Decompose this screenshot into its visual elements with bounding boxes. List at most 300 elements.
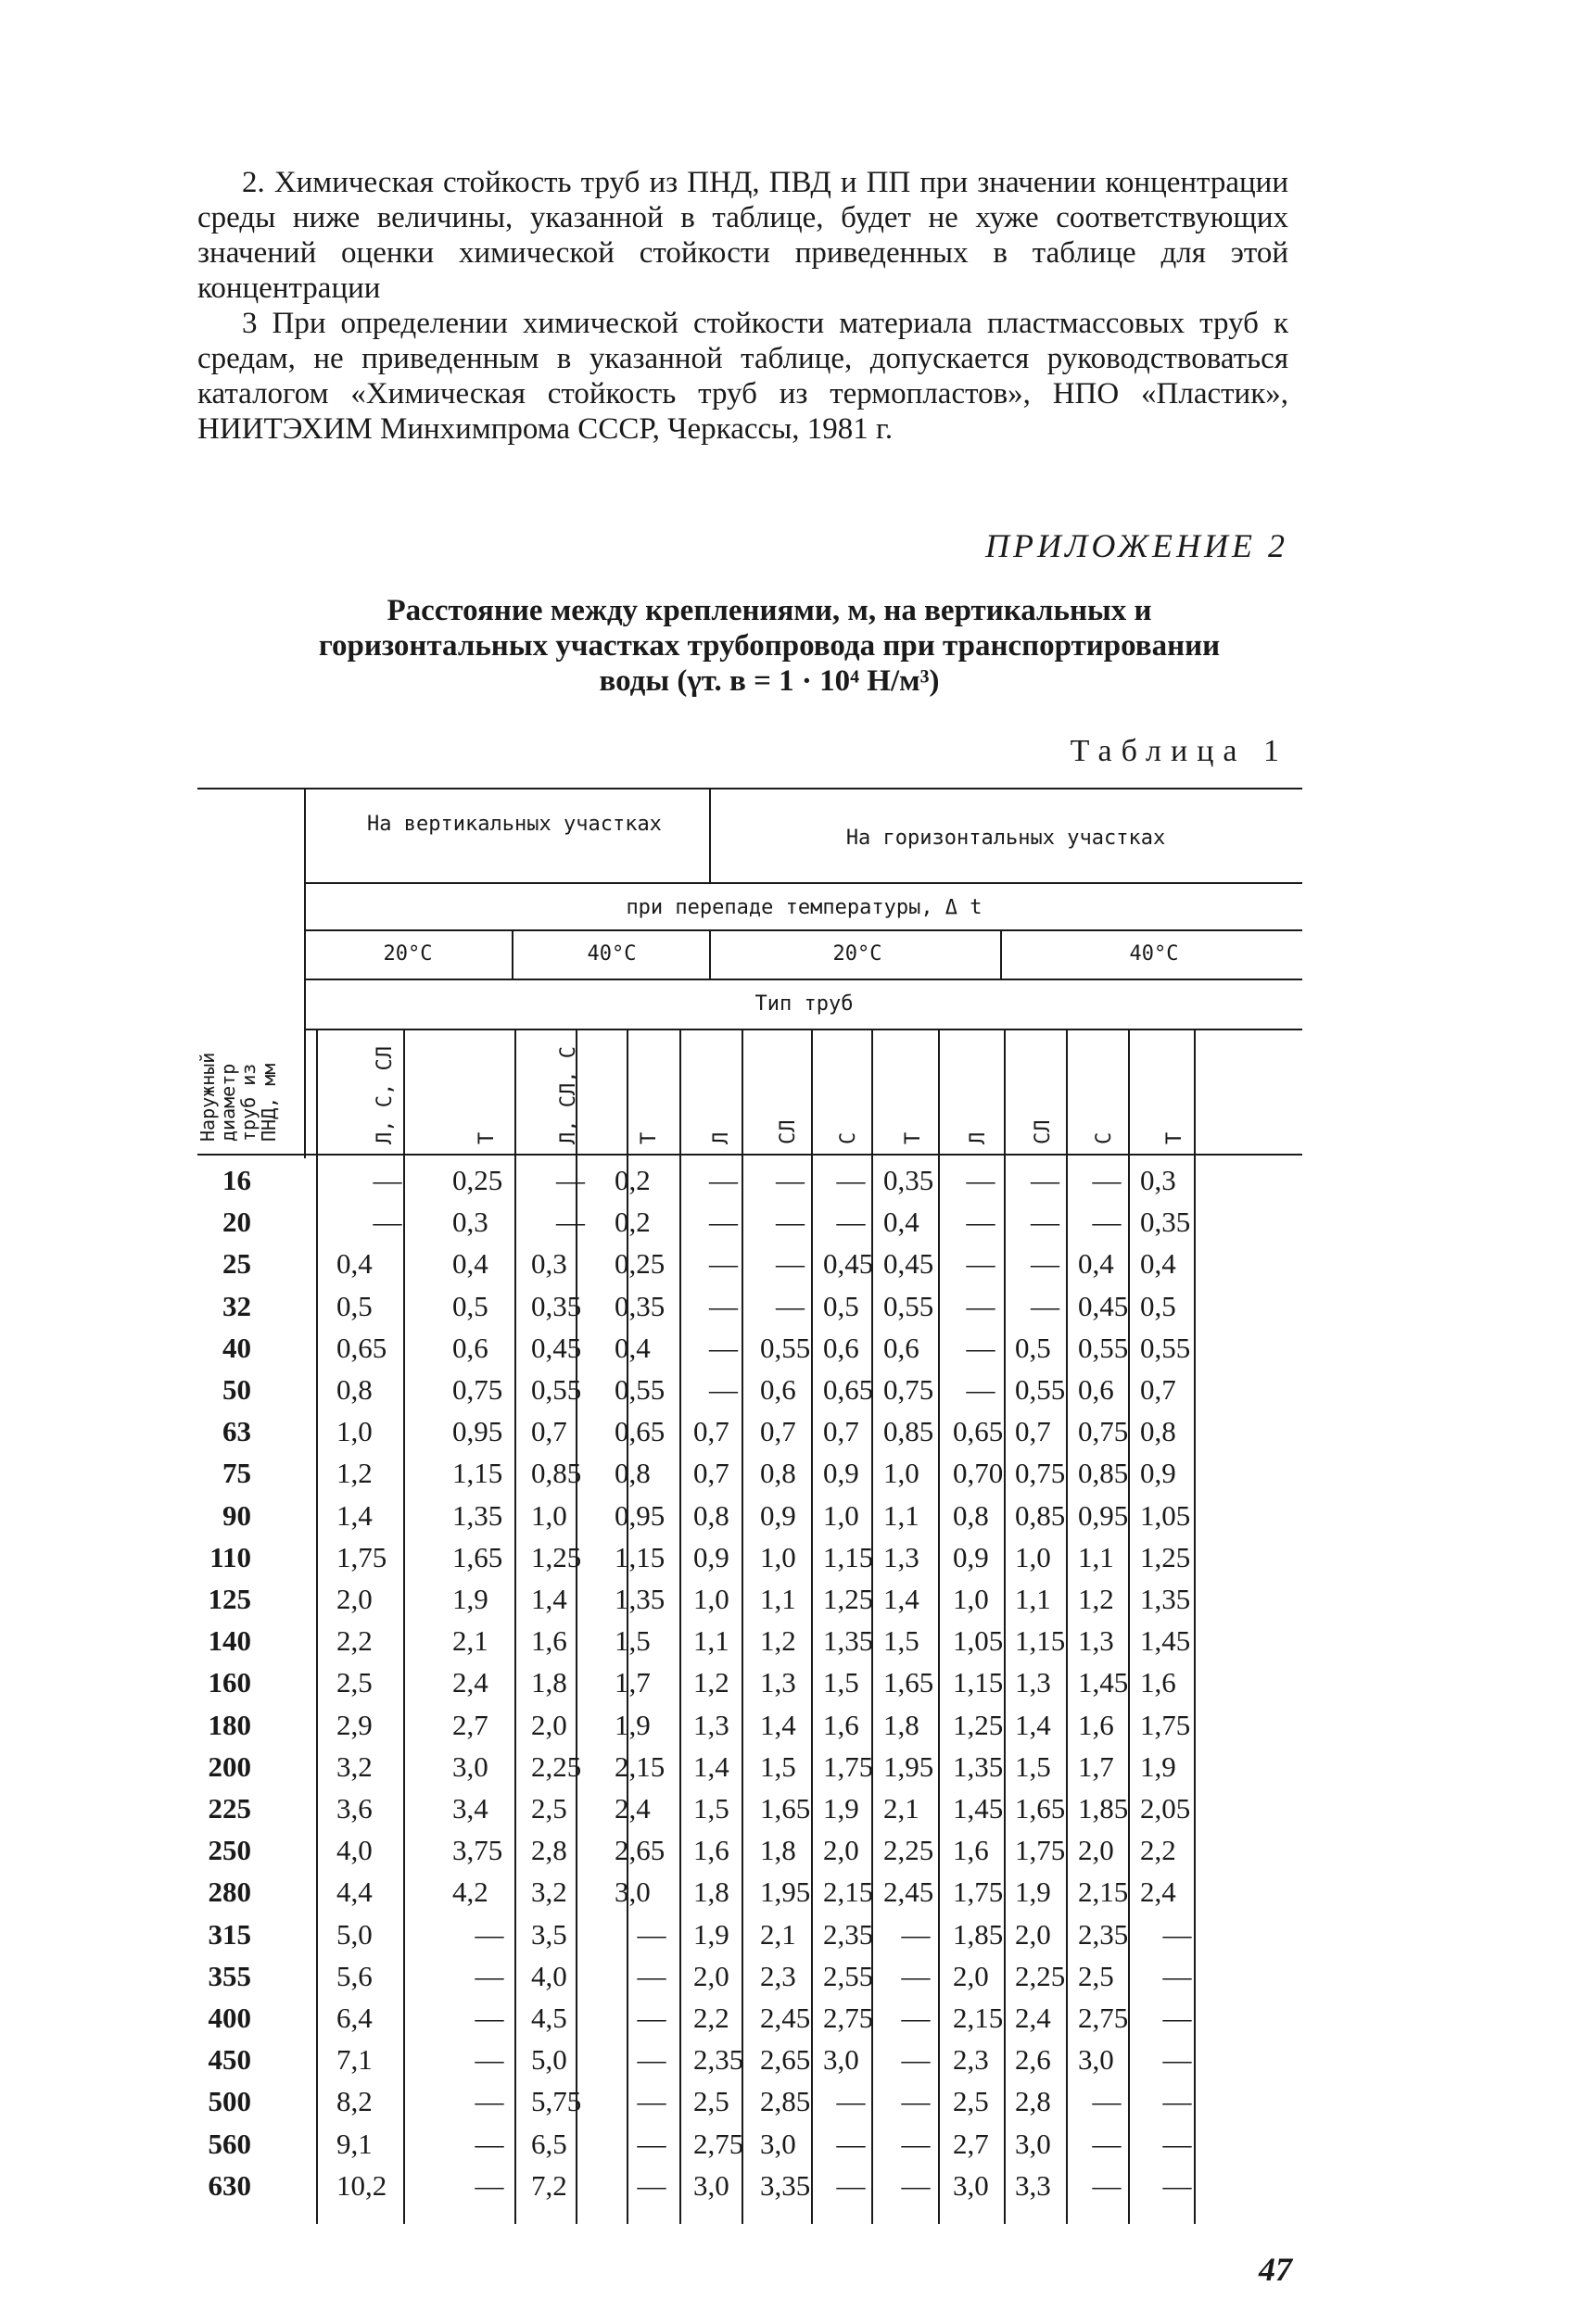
spacing-cell: 0,4 bbox=[1078, 1247, 1114, 1281]
spacing-cell: 3,0 bbox=[953, 2168, 989, 2202]
outer-diameter-cell: 25 bbox=[222, 1247, 251, 1281]
spacing-cell: 0,3 bbox=[531, 1247, 567, 1281]
table-row bbox=[197, 1414, 1310, 1448]
spacing-cell: 1,0 bbox=[531, 1498, 567, 1532]
spacing-cell: 1,0 bbox=[883, 1457, 919, 1490]
spacing-cell: 0,7 bbox=[693, 1457, 729, 1490]
spacing-cell: — bbox=[637, 2085, 666, 2118]
pipe-type-header: Л, СЛ, С bbox=[556, 1046, 580, 1144]
pipe-type-header: Т bbox=[902, 1131, 925, 1144]
spacing-cell: — bbox=[901, 2002, 931, 2034]
spacing-cell: 4,2 bbox=[452, 1876, 488, 1909]
table-body bbox=[197, 1163, 1310, 2229]
spacing-cell: 1,25 bbox=[823, 1583, 874, 1615]
header-rule-4 bbox=[306, 1029, 1302, 1030]
table-row bbox=[197, 1959, 1310, 1993]
spacing-cell: 0,6 bbox=[883, 1331, 919, 1364]
outer-diameter-cell: 20 bbox=[222, 1206, 251, 1239]
spacing-cell: 0,45 bbox=[1078, 1289, 1129, 1322]
spacing-cell: 5,6 bbox=[336, 1959, 373, 1992]
table-row bbox=[197, 1498, 1310, 1533]
spacing-cell: 0,25 bbox=[615, 1247, 666, 1281]
note-paragraph-3 bbox=[197, 306, 1288, 447]
spacing-cell: — bbox=[709, 1331, 738, 1364]
spacing-cell: 0,85 bbox=[531, 1457, 582, 1490]
spacing-cell: — bbox=[637, 1959, 666, 1992]
spacing-cell: 3,2 bbox=[336, 1749, 373, 1783]
spacing-cell: 1,0 bbox=[823, 1498, 859, 1532]
spacing-cell: 1,75 bbox=[823, 1749, 874, 1783]
spacing-cell: 0,7 bbox=[531, 1415, 567, 1448]
header-rule-3 bbox=[306, 979, 1302, 980]
vert-horiz-divider bbox=[709, 788, 711, 882]
spacing-cell: — bbox=[709, 1164, 738, 1196]
spacing-cell: 2,75 bbox=[693, 2127, 744, 2160]
spacing-cell: 0,75 bbox=[883, 1373, 934, 1406]
spacing-cell: 2,15 bbox=[1078, 1876, 1129, 1909]
spacing-cell: — bbox=[637, 2127, 666, 2160]
spacing-cell: 1,85 bbox=[953, 1917, 1004, 1951]
header-delta-t: при перепаде температуры, Δ t bbox=[626, 896, 982, 919]
outer-diameter-cell: 400 bbox=[208, 2002, 251, 2034]
table-label: Таблица 1 bbox=[1070, 734, 1288, 768]
spacing-cell: 0,45 bbox=[883, 1247, 934, 1281]
spacing-cell: 1,65 bbox=[452, 1540, 503, 1573]
note-paragraph-2 bbox=[197, 165, 1288, 306]
spacing-cell: 3,4 bbox=[452, 1792, 488, 1825]
spacing-cell: 2,3 bbox=[953, 2043, 989, 2077]
spacing-cell: 3,0 bbox=[615, 1876, 651, 1909]
spacing-cell: 8,2 bbox=[336, 2085, 373, 2118]
spacing-cell: 0,4 bbox=[1140, 1247, 1176, 1281]
spacing-cell: 2,15 bbox=[953, 2002, 1004, 2034]
spacing-cell: 5,75 bbox=[531, 2085, 582, 2118]
spacing-cell: — bbox=[475, 2127, 504, 2160]
spacing-cell: 2,5 bbox=[953, 2085, 989, 2118]
spacing-cell: 2,25 bbox=[1015, 1959, 1066, 1992]
outer-diameter-cell: 40 bbox=[222, 1331, 251, 1364]
header-40c-vertical: 40°C bbox=[587, 942, 637, 966]
spacing-cell: 1,75 bbox=[1140, 1708, 1191, 1741]
spacing-cell: — bbox=[1162, 2043, 1192, 2077]
spacing-cell: 3,0 bbox=[760, 2127, 796, 2160]
spacing-cell: 1,5 bbox=[883, 1624, 919, 1658]
spacing-cell: 0,35 bbox=[615, 1289, 666, 1322]
spacing-cell: — bbox=[475, 2043, 504, 2077]
spacing-cell: 3,2 bbox=[531, 1876, 567, 1909]
header-rule-2 bbox=[306, 929, 1302, 931]
spacing-cell: 1,9 bbox=[823, 1792, 859, 1825]
spacing-cell: 0,95 bbox=[1078, 1498, 1129, 1532]
header-pipe-type: Тип труб bbox=[754, 992, 854, 1016]
table-row bbox=[197, 2042, 1310, 2077]
spacing-cell: — bbox=[836, 2168, 866, 2202]
spacing-cell: 1,6 bbox=[1078, 1708, 1114, 1741]
spacing-cell: — bbox=[1092, 1206, 1122, 1239]
table-top-rule bbox=[197, 788, 1302, 789]
spacing-cell: 1,6 bbox=[531, 1624, 567, 1658]
spacing-cell: — bbox=[475, 2085, 504, 2118]
spacing-cell: — bbox=[1162, 2002, 1192, 2034]
spacing-cell: 0,55 bbox=[531, 1373, 582, 1406]
title-line-3: воды (γт. в = 1 · 10⁴ Н/м³) bbox=[599, 664, 940, 698]
spacing-cell: 0,3 bbox=[452, 1206, 488, 1239]
spacing-cell: 1,45 bbox=[1140, 1624, 1191, 1658]
spacing-cell: 3,0 bbox=[823, 2043, 859, 2077]
spacing-cell: 1,7 bbox=[615, 1666, 651, 1699]
outer-diameter-cell: 355 bbox=[208, 1959, 251, 1992]
spacing-cell: 1,1 bbox=[1078, 1540, 1114, 1573]
spacing-cell: 0,55 bbox=[615, 1373, 666, 1406]
spacing-cell: 2,4 bbox=[615, 1792, 651, 1825]
spacing-cell: — bbox=[373, 1206, 402, 1239]
spacing-cell: 0,35 bbox=[531, 1289, 582, 1322]
pipe-type-header: Л, С, СЛ bbox=[374, 1046, 397, 1144]
spacing-cell: 6,4 bbox=[336, 2002, 373, 2034]
table-row bbox=[197, 1791, 1310, 1825]
spacing-cell: — bbox=[836, 1164, 866, 1196]
spacing-cell: 1,15 bbox=[615, 1540, 666, 1573]
spacing-cell: 4,5 bbox=[531, 2002, 567, 2034]
table-row bbox=[197, 1623, 1310, 1658]
spacing-cell: — bbox=[475, 1917, 504, 1951]
spacing-cell: 1,65 bbox=[883, 1666, 934, 1699]
spacing-cell: 1,4 bbox=[693, 1749, 729, 1783]
table-row bbox=[197, 2084, 1310, 2118]
spacing-cell: 10,2 bbox=[336, 2168, 387, 2202]
spacing-cell: 2,1 bbox=[883, 1792, 919, 1825]
spacing-cell: 0,4 bbox=[336, 1247, 373, 1281]
spacing-cell: 2,5 bbox=[1078, 1959, 1114, 1992]
spacing-cell: 1,4 bbox=[883, 1583, 919, 1615]
spacing-cell: 1,5 bbox=[823, 1666, 859, 1699]
spacing-cell: 0,5 bbox=[452, 1289, 488, 1322]
table-row bbox=[197, 1708, 1310, 1742]
spacing-cell: 1,05 bbox=[953, 1624, 1004, 1658]
spacing-cell: 1,15 bbox=[823, 1540, 874, 1573]
spacing-cell: 1,5 bbox=[615, 1624, 651, 1658]
spacing-cell: 2,35 bbox=[693, 2043, 744, 2077]
spacing-cell: 0,7 bbox=[1140, 1373, 1176, 1406]
spacing-cell: 0,7 bbox=[693, 1415, 729, 1448]
spacing-cell: 0,5 bbox=[336, 1289, 373, 1322]
spacing-cell: 0,70 bbox=[953, 1457, 1004, 1490]
outer-diameter-cell: 160 bbox=[208, 1666, 251, 1699]
spacing-cell: 1,1 bbox=[883, 1498, 919, 1532]
note-2-text: 2. Химическая стойкость труб из ПНД, ПВД и ПП при значении концентрации среды ниже величины, указанной в таблице, будет не хуже соответствующих значений оценки химической стойкости приведенных в таблице для этой концентрации bbox=[197, 166, 1288, 305]
spacing-cell: 0,5 bbox=[823, 1289, 859, 1322]
spacing-cell: 1,3 bbox=[883, 1540, 919, 1573]
spacing-cell: — bbox=[1031, 1247, 1059, 1281]
spacing-cell: 1,4 bbox=[531, 1583, 567, 1615]
spacing-cell: 1,35 bbox=[615, 1583, 666, 1615]
spacing-cell: 0,6 bbox=[1078, 1373, 1114, 1406]
spacing-cell: 0,4 bbox=[452, 1247, 488, 1281]
outer-diameter-cell: 110 bbox=[209, 1540, 251, 1573]
spacing-cell: 0,85 bbox=[1078, 1457, 1129, 1490]
spacing-cell: 0,65 bbox=[953, 1415, 1004, 1448]
temp-divider-mid bbox=[709, 929, 711, 979]
table-row bbox=[197, 1582, 1310, 1616]
spacing-cell: — bbox=[901, 2043, 931, 2077]
table-row bbox=[197, 1749, 1310, 1784]
spacing-cell: 1,3 bbox=[1015, 1666, 1051, 1699]
spacing-cell: — bbox=[475, 2168, 504, 2202]
spacing-cell: 2,4 bbox=[1015, 2002, 1051, 2034]
spacing-cell: — bbox=[1092, 2127, 1122, 2160]
outer-diameter-cell: 63 bbox=[222, 1415, 251, 1448]
spacing-cell: 2,85 bbox=[760, 2085, 811, 2118]
outer-diameter-cell: 125 bbox=[208, 1583, 251, 1615]
spacing-cell: 1,2 bbox=[1078, 1583, 1114, 1615]
spacing-cell: 1,25 bbox=[953, 1708, 1004, 1741]
spacing-cell: 1,75 bbox=[953, 1876, 1004, 1909]
spacing-cell: 4,0 bbox=[336, 1834, 373, 1867]
spacing-cell: 1,1 bbox=[1015, 1583, 1051, 1615]
spacing-cell: 1,0 bbox=[953, 1583, 989, 1615]
header-20c-horizontal: 20°C bbox=[832, 942, 882, 966]
outer-diameter-cell: 280 bbox=[208, 1876, 251, 1909]
spacing-cell: 0,7 bbox=[823, 1415, 859, 1448]
spacing-cell: 2,2 bbox=[693, 2002, 729, 2034]
spacing-cell: 0,8 bbox=[615, 1457, 651, 1490]
outer-diameter-cell: 16 bbox=[222, 1164, 251, 1196]
spacing-cell: 1,75 bbox=[336, 1540, 387, 1573]
spacing-cell: 0,75 bbox=[1078, 1415, 1129, 1448]
col0-divider bbox=[304, 788, 306, 1158]
spacing-cell: 0,4 bbox=[883, 1206, 919, 1239]
pipe-type-header: Л bbox=[967, 1131, 990, 1144]
spacing-cell: 1,35 bbox=[823, 1624, 874, 1658]
spacing-cell: 1,35 bbox=[1140, 1583, 1191, 1615]
title-line-2: горизонтальных участках трубопровода при транспортировании bbox=[318, 629, 1221, 663]
spacing-cell: 1,2 bbox=[760, 1624, 796, 1658]
temp-divider-v bbox=[512, 929, 513, 979]
outer-diameter-cell: 140 bbox=[208, 1624, 251, 1658]
spacing-cell: — bbox=[556, 1206, 585, 1239]
spacing-cell: — bbox=[637, 2168, 666, 2202]
spacing-cell: 2,1 bbox=[760, 1917, 796, 1951]
outer-diameter-cell: 75 bbox=[222, 1457, 251, 1490]
spacing-cell: 0,55 bbox=[1078, 1331, 1129, 1364]
spacing-cell: 1,3 bbox=[693, 1708, 729, 1741]
spacing-cell: 0,7 bbox=[1015, 1415, 1051, 1448]
spacing-cell: — bbox=[1031, 1164, 1059, 1196]
spacing-cell: 2,5 bbox=[693, 2085, 729, 2118]
spacing-cell: 0,85 bbox=[883, 1415, 934, 1448]
spacing-cell: 1,6 bbox=[823, 1708, 859, 1741]
spacing-cell: — bbox=[1092, 1164, 1122, 1196]
title-line-1: Расстояние между креплениями, м, на вертикальных и bbox=[387, 594, 1152, 627]
outer-diameter-cell: 180 bbox=[208, 1708, 251, 1741]
spacing-cell: 0,55 bbox=[1015, 1373, 1066, 1406]
spacing-cell: — bbox=[709, 1289, 738, 1322]
spacing-cell: 2,15 bbox=[823, 1876, 874, 1909]
spacing-cell: 2,0 bbox=[953, 1959, 989, 1992]
spacing-cell: 1,7 bbox=[1078, 1749, 1114, 1783]
spacing-cell: 2,55 bbox=[823, 1959, 874, 1992]
spacing-cell: 1,95 bbox=[883, 1749, 934, 1783]
spacing-cell: 2,8 bbox=[531, 1834, 567, 1867]
header-outer-diameter: Наружный диаметр труб из ПНД, мм bbox=[196, 1052, 280, 1142]
spacing-cell: 0,45 bbox=[531, 1331, 582, 1364]
pipe-type-header: Т bbox=[475, 1131, 499, 1144]
spacing-cell: 0,25 bbox=[452, 1164, 503, 1196]
spacing-cell: 7,1 bbox=[336, 2043, 373, 2077]
spacing-cell: 0,35 bbox=[1140, 1206, 1191, 1239]
header-40c-horizontal: 40°C bbox=[1129, 942, 1179, 966]
spacing-cell: — bbox=[836, 2127, 866, 2160]
table-row bbox=[197, 1665, 1310, 1699]
spacing-cell: 2,65 bbox=[615, 1834, 666, 1867]
spacing-cell: — bbox=[1162, 1917, 1192, 1951]
spacing-cell: 1,4 bbox=[760, 1708, 796, 1741]
spacing-cell: 1,9 bbox=[693, 1917, 729, 1951]
table-row bbox=[197, 1205, 1310, 1239]
spacing-cell: 1,15 bbox=[953, 1666, 1004, 1699]
spacing-cell: 1,45 bbox=[953, 1792, 1004, 1825]
spacing-cell: — bbox=[901, 2085, 931, 2118]
spacing-cell: 0,6 bbox=[760, 1373, 796, 1406]
spacing-cell: 2,0 bbox=[693, 1959, 729, 1992]
spacing-cell: 2,2 bbox=[1140, 1834, 1176, 1867]
table-row bbox=[197, 2168, 1310, 2203]
spacing-cell: — bbox=[637, 2002, 666, 2034]
spacing-cell: 1,65 bbox=[1015, 1792, 1066, 1825]
spacing-cell: 9,1 bbox=[336, 2127, 373, 2160]
spacing-cell: — bbox=[1031, 1206, 1059, 1239]
temp-divider-h bbox=[1000, 929, 1002, 979]
spacing-cell: 3,75 bbox=[452, 1834, 503, 1867]
spacing-cell: — bbox=[1092, 2168, 1122, 2202]
spacing-cell: — bbox=[556, 1164, 585, 1196]
spacing-cell: 2,7 bbox=[953, 2127, 989, 2160]
spacing-cell: 0,8 bbox=[1140, 1415, 1176, 1448]
table-row bbox=[197, 1163, 1310, 1197]
header-horizontal: На горизонтальных участках bbox=[845, 827, 1166, 850]
outer-diameter-cell: 450 bbox=[208, 2043, 251, 2077]
table-row bbox=[197, 1540, 1310, 1574]
header-vertical: На вертикальных участках bbox=[367, 813, 662, 836]
spacing-cell: 2,35 bbox=[1078, 1917, 1129, 1951]
outer-diameter-cell: 560 bbox=[208, 2127, 251, 2160]
spacing-cell: 0,9 bbox=[1140, 1457, 1176, 1490]
spacing-cell: 0,9 bbox=[760, 1498, 796, 1532]
table-row bbox=[197, 1917, 1310, 1951]
spacing-cell: 4,0 bbox=[531, 1959, 567, 1992]
spacing-cell: 0,55 bbox=[883, 1289, 934, 1322]
spacing-cell: 0,75 bbox=[1015, 1457, 1066, 1490]
spacing-cell: — bbox=[1162, 2127, 1192, 2160]
table-row bbox=[197, 1833, 1310, 1867]
spacing-cell: 1,8 bbox=[693, 1876, 729, 1909]
header-rule-1 bbox=[306, 882, 1302, 884]
spacing-cell: 0,55 bbox=[1140, 1331, 1191, 1364]
page-number: 47 bbox=[1259, 2251, 1292, 2288]
spacing-cell: 0,5 bbox=[1140, 1289, 1176, 1322]
spacing-cell: 2,5 bbox=[336, 1666, 373, 1699]
spacing-cell: 1,75 bbox=[1015, 1834, 1066, 1867]
spacing-cell: — bbox=[776, 1164, 805, 1196]
spacing-cell: 2,15 bbox=[615, 1749, 666, 1783]
spacing-cell: 1,9 bbox=[615, 1708, 651, 1741]
spacing-cell: — bbox=[901, 1917, 931, 1951]
table-row bbox=[197, 1875, 1310, 1909]
spacing-cell: 3,5 bbox=[531, 1917, 567, 1951]
spacing-cell: 1,5 bbox=[693, 1792, 729, 1825]
spacing-cell: 2,05 bbox=[1140, 1792, 1191, 1825]
spacing-cell: 1,4 bbox=[336, 1498, 373, 1532]
spacing-cell: 3,0 bbox=[693, 2168, 729, 2202]
spacing-cell: — bbox=[836, 2085, 866, 2118]
spacing-cell: — bbox=[836, 1206, 866, 1239]
spacing-cell: 1,35 bbox=[953, 1749, 1004, 1783]
spacing-cell: — bbox=[637, 2043, 666, 2077]
spacing-cell: 2,0 bbox=[1078, 1834, 1114, 1867]
spacing-cell: 1,25 bbox=[1140, 1540, 1191, 1573]
spacing-cell: — bbox=[475, 1959, 504, 1992]
appendix-heading: ПРИЛОЖЕНИЕ 2 bbox=[985, 527, 1288, 564]
spacing-cell: 2,6 bbox=[1015, 2043, 1051, 2077]
spacing-cell: 4,4 bbox=[336, 1876, 373, 1909]
spacing-cell: 0,35 bbox=[883, 1164, 934, 1196]
spacing-cell: — bbox=[709, 1206, 738, 1239]
spacing-cell: 1,65 bbox=[760, 1792, 811, 1825]
spacing-cell: 1,45 bbox=[1078, 1666, 1129, 1699]
spacing-cell: 2,0 bbox=[823, 1834, 859, 1867]
pipe-type-header: СЛ bbox=[776, 1119, 800, 1144]
spacing-cell: 1,0 bbox=[693, 1583, 729, 1615]
note-3-text: 3 При определении химической стойкости материала пластмассовых труб к средам, не приведенным в указанной таблице, допускается руководствоваться каталогом «Химическая стойкость труб из термопластов», НПО «Пластик», НИИТЭХИМ Минхимпрома СССР, Черкассы, 1981 г. bbox=[197, 307, 1288, 446]
pipe-type-header: Т bbox=[638, 1131, 661, 1144]
spacing-cell: — bbox=[901, 2168, 931, 2202]
spacing-cell: 2,35 bbox=[823, 1917, 874, 1951]
header-bottom-rule bbox=[197, 1154, 1302, 1156]
spacing-cell: — bbox=[1162, 1959, 1192, 1992]
table-row bbox=[197, 2127, 1310, 2161]
spacing-cell: — bbox=[709, 1247, 738, 1281]
spacing-cell: 0,8 bbox=[336, 1373, 373, 1406]
table-row bbox=[197, 1372, 1310, 1407]
spacing-cell: — bbox=[901, 1959, 931, 1992]
spacing-cell: 1,5 bbox=[760, 1749, 796, 1783]
spacing-cell: 0,85 bbox=[1015, 1498, 1066, 1532]
spacing-cell: 1,8 bbox=[760, 1834, 796, 1867]
spacing-cell: 0,2 bbox=[615, 1206, 651, 1239]
spacing-cell: 2,4 bbox=[452, 1666, 488, 1699]
outer-diameter-cell: 90 bbox=[222, 1498, 251, 1532]
spacing-cell: 2,65 bbox=[760, 2043, 811, 2077]
outer-diameter-cell: 630 bbox=[208, 2168, 251, 2202]
spacing-cell: 1,25 bbox=[531, 1540, 582, 1573]
spacing-cell: 0,9 bbox=[823, 1457, 859, 1490]
spacing-cell: 1,6 bbox=[953, 1834, 989, 1867]
spacing-cell: 0,65 bbox=[823, 1373, 874, 1406]
spacing-cell: 2,0 bbox=[336, 1583, 373, 1615]
spacing-cell: 2,75 bbox=[823, 2002, 874, 2034]
spacing-cell: 1,8 bbox=[531, 1666, 567, 1699]
spacing-cell: 3,6 bbox=[336, 1792, 373, 1825]
spacing-cell: — bbox=[373, 1164, 402, 1196]
pipe-type-header: Л bbox=[709, 1131, 733, 1144]
spacing-cell: 1,1 bbox=[760, 1583, 796, 1615]
table-title bbox=[222, 593, 1316, 699]
outer-diameter-cell: 50 bbox=[222, 1373, 251, 1406]
spacing-cell: 0,7 bbox=[760, 1415, 796, 1448]
spacing-cell: 0,5 bbox=[1015, 1331, 1051, 1364]
spacing-cell: 1,9 bbox=[1015, 1876, 1051, 1909]
spacing-cell: 1,8 bbox=[883, 1708, 919, 1741]
